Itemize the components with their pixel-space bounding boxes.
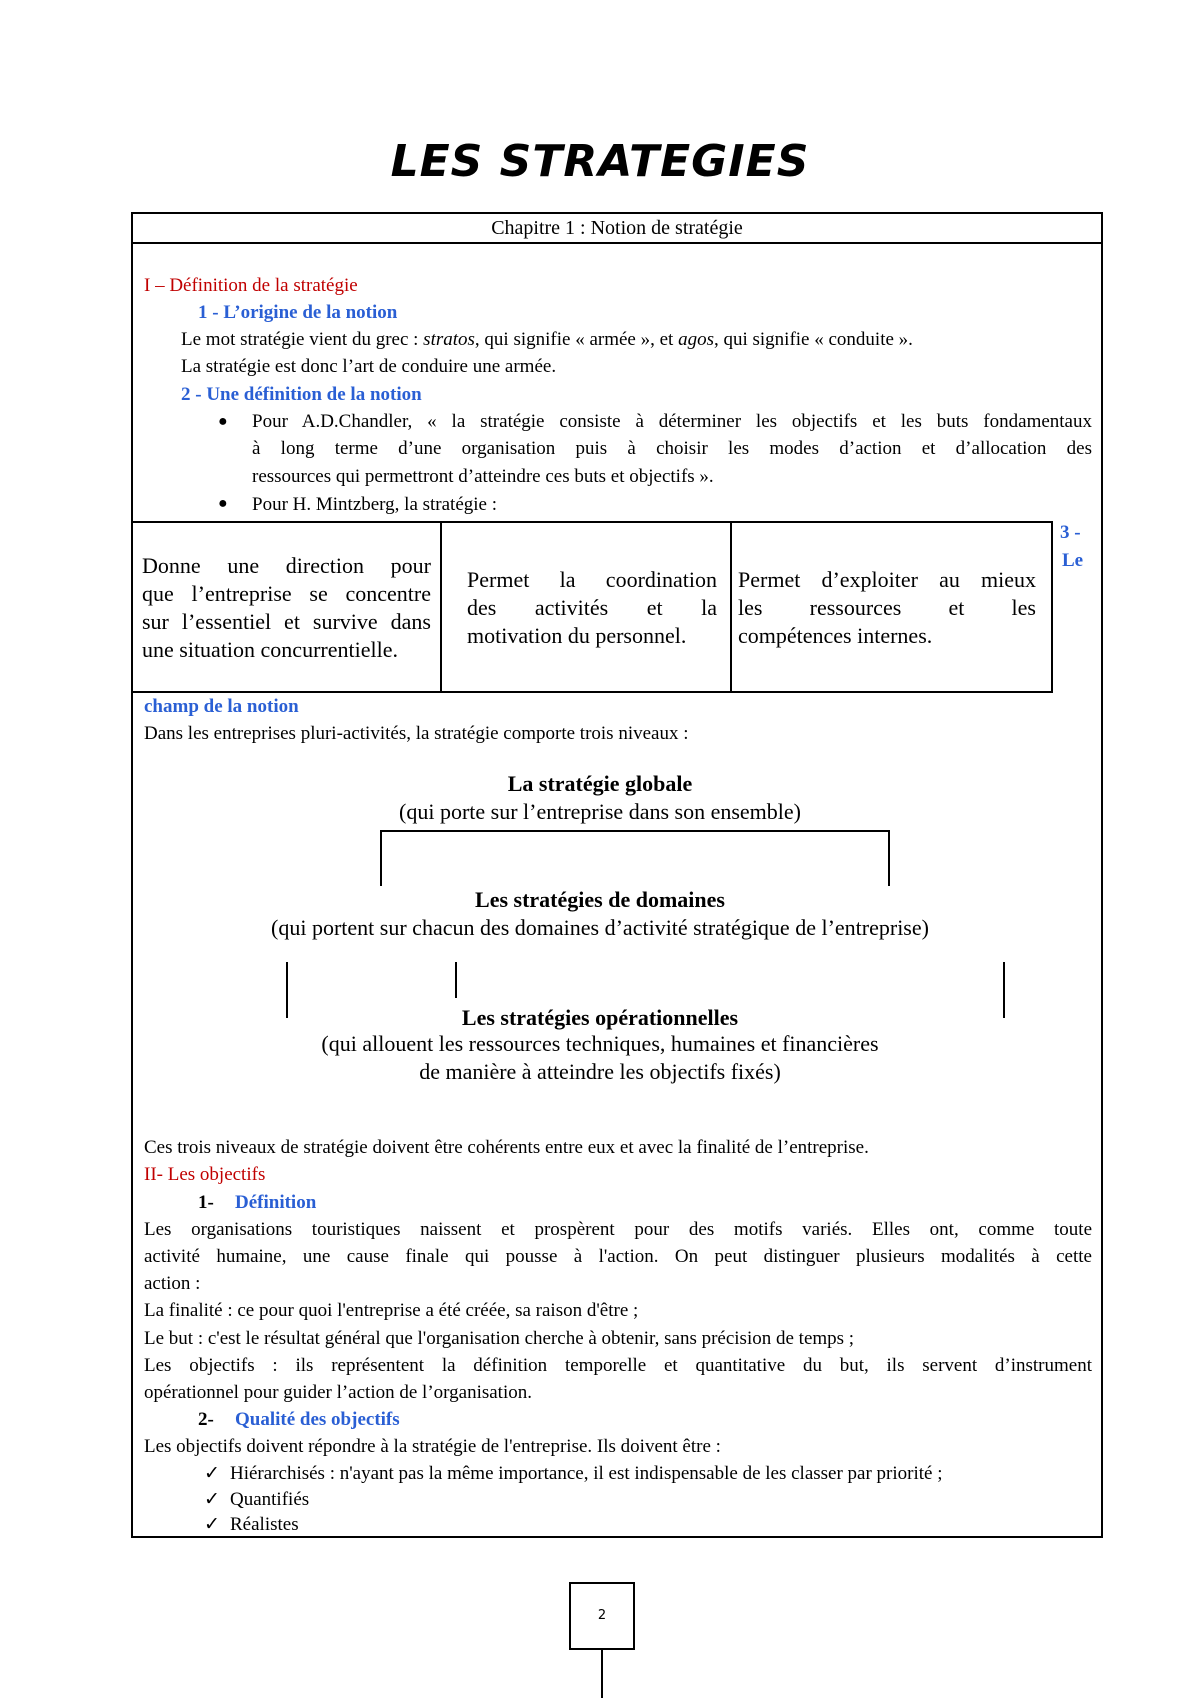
subsection-definition: Définition	[235, 1192, 317, 1213]
page-title: LES STRATEGIES	[390, 136, 810, 187]
diagram-global-desc: (qui porte sur l’entreprise dans son ensemble)	[399, 799, 801, 824]
coherence-text: Ces trois niveaux de stratégie doivent être cohérents entre eux et avec la finalité de l’entreprise.	[144, 1137, 869, 1158]
mintzberg-cell-3-text: Permet d’exploiter au mieux les ressources et les compétences internes.	[738, 567, 1036, 648]
check-icon: ✓	[204, 1489, 220, 1510]
subsection-origin-heading: 1 - L’origine de la notion	[198, 302, 398, 323]
diagram-connector-left	[380, 830, 382, 886]
section-1-heading: I – Définition de la stratégie	[144, 275, 358, 296]
objectifs-line-1: Les objectifs : ils représentent la définition temporelle et quantitative du but, ils servent d’instrument	[144, 1355, 1092, 1376]
subsection-definition-heading: 2 - Une définition de la notion	[181, 384, 422, 405]
page-number-stem	[601, 1650, 603, 1698]
mintzberg-intro: Pour H. Mintzberg, la stratégie :	[252, 494, 498, 515]
diagram-connector-top	[380, 830, 890, 832]
subsection-num-1: 1-	[198, 1192, 214, 1213]
check-icon: ✓	[204, 1463, 220, 1484]
diagram-global-title: La stratégie globale	[507, 771, 693, 796]
but-text: Le but : c'est le résultat général que l'organisation cherche à obtenir, sans précision de temps ;	[144, 1328, 855, 1349]
diagram-oper-desc-1: (qui allouent les ressources techniques, humaines et financières	[321, 1031, 879, 1056]
origin-paragraph: Le mot stratégie vient du grec : stratos, qui signifie « armée », et agos, qui signifie « conduite ».	[181, 329, 913, 350]
check-item: ✓ Hiérarchisés : n'ayant pas la même importance, il est indispensable de les classer par priorité ;	[204, 1460, 943, 1487]
subsection-3-heading: champ de la notion	[144, 696, 299, 717]
check-icon: ✓	[204, 1514, 220, 1535]
objectifs-line-2: opérationnel pour guider l’action de l’organisation.	[144, 1382, 532, 1403]
diagram-domain-desc: (qui portent sur chacun des domaines d’activité stratégique de l’entreprise)	[271, 915, 929, 940]
definition-line-3: action :	[144, 1273, 201, 1294]
mintzberg-cell-2-text: Permet la coordination des activités et la motivation du personnel.	[467, 567, 717, 648]
diagram-connector-right	[888, 830, 890, 886]
subsection-num-2: 2-	[198, 1409, 214, 1430]
diagram-domain-title: Les stratégies de domaines	[475, 887, 725, 912]
check-item: ✓ Quantifiés	[204, 1486, 309, 1513]
diagram-oper-desc-2: de manière à atteindre les objectifs fixés)	[419, 1059, 781, 1084]
finalite-text: La finalité : ce pour quoi l'entreprise a été créée, sa raison d'être ;	[144, 1300, 639, 1321]
chandler-line-2: à long terme d’une organisation puis à choisir les modes d’action et d’allocation des	[252, 438, 1092, 459]
page-number: 2	[569, 1582, 635, 1650]
bullet-dot: ●	[218, 495, 228, 512]
levels-intro: Dans les entreprises pluri-activités, la stratégie comporte trois niveaux :	[144, 723, 689, 744]
chandler-line-1: Pour A.D.Chandler, « la stratégie consiste à déterminer les objectifs et les buts fondamentaux	[252, 411, 1092, 432]
chandler-line-3: ressources qui permettront d’atteindre ces buts et objectifs ».	[252, 466, 714, 487]
diagram-oper-title: Les stratégies opérationnelles	[461, 1005, 739, 1030]
origin-conclusion: La stratégie est donc l’art de conduire une armée.	[181, 356, 557, 377]
quality-intro: Les objectifs doivent répondre à la stratégie de l'entreprise. Ils doivent être :	[144, 1436, 721, 1457]
subsection-3-number: 3 -	[1060, 522, 1081, 543]
definition-line-1: Les organisations touristiques naissent et prospèrent pour des motifs variés. Elles ont, comme toute	[144, 1219, 1092, 1240]
definition-line-2: activité humaine, une cause finale qui pousse à l'action. On peut distinguer plusieurs modalités à cette	[144, 1246, 1092, 1267]
diagram-connector-op-mid	[455, 962, 457, 998]
section-2-heading: II- Les objectifs	[144, 1164, 266, 1185]
bullet-dot: ●	[218, 413, 228, 430]
subsection-quality: Qualité des objectifs	[235, 1409, 400, 1430]
chapter-heading: Chapitre 1 : Notion de stratégie	[131, 212, 1103, 244]
check-item: ✓ Réalistes	[204, 1511, 299, 1538]
subsection-3-word: Le	[1062, 550, 1084, 571]
mintzberg-cell-1-text: Donne une direction pour que l’entreprise se concentre sur l’essentiel et survive dans une situation concurrentielle.	[142, 553, 431, 662]
